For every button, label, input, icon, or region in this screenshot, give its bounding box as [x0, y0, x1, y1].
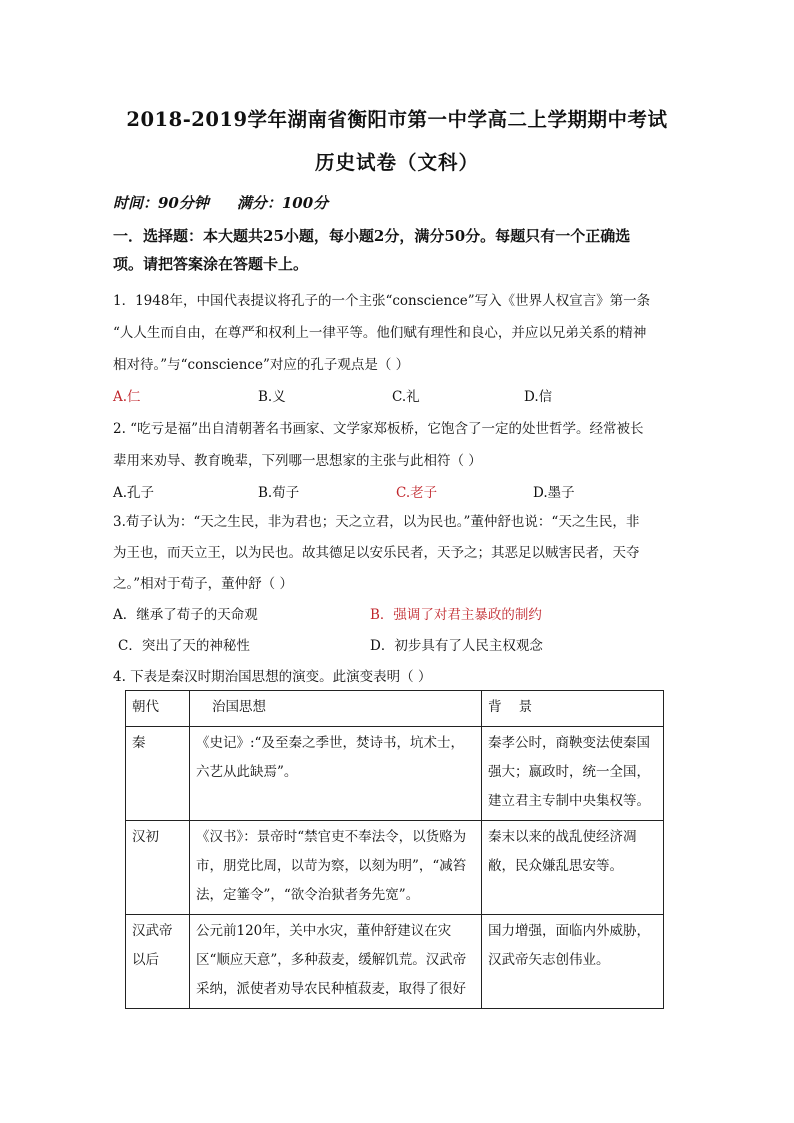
- section-line-2: 项。请把答案涂在答题卡上。: [113, 255, 309, 273]
- table-header-cell: 治国思想: [190, 691, 482, 727]
- table-header-cell: 朝代: [126, 691, 190, 727]
- q1-option-d: D.信: [524, 389, 553, 405]
- q2-line-2: 辈用来劝导、教育晚辈，下列哪一思想家的主张与此相符（ ）: [113, 453, 482, 469]
- q2-option-c: C.老子: [396, 485, 438, 501]
- full-score: 满分：100分: [236, 194, 329, 212]
- q1-line-1: 1．1948年，中国代表提议将孔子的一个主张“conscience”写入《世界人权宣言》第一条: [113, 293, 651, 309]
- section-instructions: [113, 222, 683, 278]
- q3-option-b: B．强调了对君主暴政的制约: [370, 607, 542, 623]
- exam-meta: [113, 192, 328, 213]
- table-cell: 汉武帝以后: [126, 915, 190, 1009]
- table-row: [126, 727, 664, 821]
- exam-title: 2018-2019学年湖南省衡阳市第一中学高二上学期期中考试: [126, 108, 668, 131]
- table-cell: 国力增强，面临内外威胁，汉武帝矢志创伟业。: [482, 915, 664, 1009]
- q1-line-2: “人人生而自由，在尊严和权利上一律平等。他们赋有理性和良心，并应以兄弟关系的精神: [113, 325, 647, 341]
- q3-option-a: A．继承了荀子的天命观: [113, 607, 258, 623]
- q2-option-d: D.墨子: [533, 485, 575, 501]
- table-cell: 公元前120年，关中水灾，董仲舒建议在灾区“顺应天意”，多种菽麦，缓解饥荒。汉武帝采纳，派使者劝导农民种植菽麦，取得了很好: [190, 915, 482, 1009]
- table-row: [126, 821, 664, 915]
- table-cell: 《史记》:“及至秦之季世，焚诗书，坑术士，六艺从此缺焉”。: [190, 727, 482, 821]
- section-line-1: 一．选择题：本大题共25小题，每小题2分，满分50分。每题只有一个正确选: [113, 227, 631, 245]
- q1-line-3: 相对待。”与“conscience”对应的孔子观点是（ ）: [113, 357, 410, 373]
- exam-subtitle: 历史试卷（文科）: [314, 151, 479, 174]
- table-cell: 汉初: [126, 821, 190, 915]
- q3-line-3: 之。”相对于荀子，董仲舒（ ）: [113, 576, 293, 592]
- q4-line-1: 4. 下表是秦汉时期治国思想的演变。此演变表明（ ）: [113, 669, 432, 685]
- table-cell: 秦孝公时，商鞅变法使秦国强大；嬴政时，统一全国，建立君主专制中央集权等。: [482, 727, 664, 821]
- table-cell: 秦末以来的战乱使经济凋敝，民众嫌乱思安等。: [482, 821, 664, 915]
- table-header-row: [126, 691, 664, 727]
- q1-option-a: A.仁: [113, 389, 141, 405]
- table-cell: 秦: [126, 727, 190, 821]
- q3-line-1: 3.荀子认为：“天之生民，非为君也；天之立君，以为民也。”董仲舒也说：“天之生民，非: [113, 514, 640, 530]
- table-header-cell: 背 景: [482, 691, 664, 727]
- q1-option-c: C.礼: [392, 389, 420, 405]
- table-row: [126, 915, 664, 1009]
- q3-option-c: C．突出了天的神秘性: [118, 638, 250, 654]
- q2-option-b: B.荀子: [258, 485, 300, 501]
- q1-option-b: B.义: [258, 389, 286, 405]
- history-table: [125, 690, 664, 1009]
- q2-line-1: 2. “吃亏是福”出自清朝著名书画家、文学家郑板桥，它饱含了一定的处世哲学。经常被长: [113, 421, 644, 437]
- time-limit: 时间：90分钟: [113, 194, 209, 212]
- q3-line-2: 为王也，而天立王，以为民也。故其德足以安乐民者，天予之；其恶足以贼害民者，天夺: [113, 545, 640, 561]
- table-cell: 《汉书》：景帝时“禁官吏不奉法令，以货赂为市，朋党比周，以苛为察，以刻为明”，“减笞法，定箠令”，“欲令治狱者务先宽”。: [190, 821, 482, 915]
- q3-option-d: D．初步具有了人民主权观念: [370, 638, 543, 654]
- q2-option-a: A.孔子: [113, 485, 155, 501]
